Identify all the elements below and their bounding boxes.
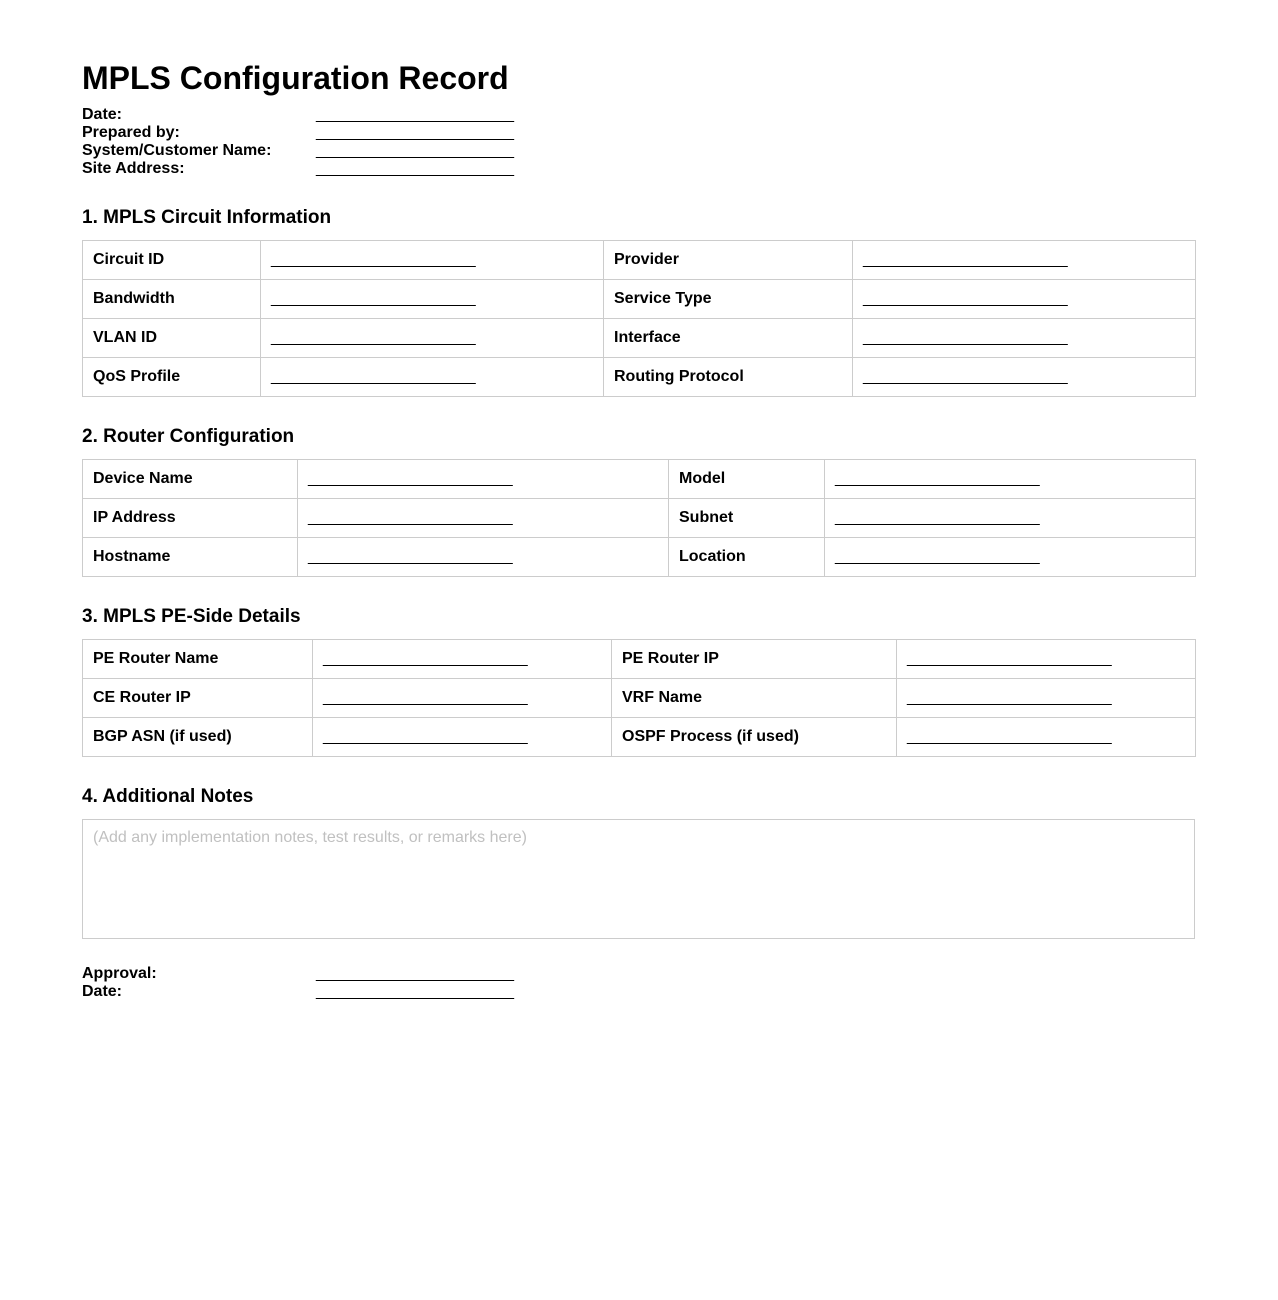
circuit-info-table <box>82 240 1196 397</box>
section-heading-circuit-info: 1. MPLS Circuit Information <box>82 207 332 228</box>
cell-blank[interactable]: _______________________ <box>825 499 1196 538</box>
cell-label: Service Type <box>604 280 853 319</box>
cell-blank[interactable]: _______________________ <box>825 460 1196 499</box>
table-row <box>83 499 1196 538</box>
section-heading-additional-notes: 4. Additional Notes <box>82 786 254 807</box>
table-row <box>83 280 1196 319</box>
cell-blank[interactable]: _______________________ <box>261 319 604 358</box>
cell-label: Provider <box>604 241 853 280</box>
field-label: Prepared by: <box>82 124 180 141</box>
cell-label: Location <box>669 538 825 577</box>
router-config-table <box>82 459 1196 577</box>
cell-blank[interactable]: _______________________ <box>298 538 669 577</box>
table-row <box>83 718 1196 757</box>
cell-blank[interactable]: _______________________ <box>313 718 612 757</box>
cell-blank[interactable]: _______________________ <box>897 640 1196 679</box>
cell-blank[interactable]: _______________________ <box>298 499 669 538</box>
cell-label: IP Address <box>83 499 298 538</box>
cell-label: QoS Profile <box>83 358 261 397</box>
cell-label: Hostname <box>83 538 298 577</box>
table-row <box>83 538 1196 577</box>
cell-label: PE Router Name <box>83 640 313 679</box>
section-heading-pe-side-details: 3. MPLS PE-Side Details <box>82 606 301 627</box>
cell-blank[interactable]: _______________________ <box>853 241 1196 280</box>
table-row <box>83 241 1196 280</box>
cell-blank[interactable]: _______________________ <box>825 538 1196 577</box>
cell-label: Circuit ID <box>83 241 261 280</box>
cell-label: Routing Protocol <box>604 358 853 397</box>
cell-blank[interactable]: _______________________ <box>298 460 669 499</box>
footer-fields <box>82 965 1195 1001</box>
field-prepared-by <box>82 124 1195 142</box>
table-row <box>83 358 1196 397</box>
cell-label: VLAN ID <box>83 319 261 358</box>
pe-side-details-table <box>82 639 1196 757</box>
table-row <box>83 319 1196 358</box>
approval-date-blank[interactable]: _______________________ <box>316 983 514 1000</box>
cell-blank[interactable]: _______________________ <box>313 640 612 679</box>
page-title: MPLS Configuration Record <box>82 60 509 96</box>
cell-blank[interactable]: _______________________ <box>897 718 1196 757</box>
cell-blank[interactable]: _______________________ <box>853 280 1196 319</box>
cell-label: Device Name <box>83 460 298 499</box>
field-label: Date: <box>82 983 123 1000</box>
cell-label: VRF Name <box>612 679 897 718</box>
field-site-address <box>82 160 1195 178</box>
cell-blank[interactable]: _______________________ <box>313 679 612 718</box>
cell-label: Interface <box>604 319 853 358</box>
cell-blank[interactable]: _______________________ <box>897 679 1196 718</box>
notes-box[interactable]: (Add any implementation notes, test results, or remarks here) <box>82 819 1195 939</box>
field-approval-date <box>82 983 1195 1001</box>
cell-blank[interactable]: _______________________ <box>261 280 604 319</box>
table-row <box>83 679 1196 718</box>
site-address-blank[interactable]: _______________________ <box>316 160 514 177</box>
document-page <box>82 58 1195 1001</box>
table-row <box>83 640 1196 679</box>
prepared-by-blank[interactable]: _______________________ <box>316 124 514 141</box>
system-customer-name-blank[interactable]: _______________________ <box>316 142 514 159</box>
field-date <box>82 106 1195 124</box>
cell-label: BGP ASN (if used) <box>83 718 313 757</box>
cell-label: Model <box>669 460 825 499</box>
section-heading-router-config: 2. Router Configuration <box>82 426 295 447</box>
table-row <box>83 460 1196 499</box>
field-system-customer-name <box>82 142 1195 160</box>
header-fields <box>82 106 1195 178</box>
cell-label: Bandwidth <box>83 280 261 319</box>
cell-blank[interactable]: _______________________ <box>261 241 604 280</box>
field-label: Date: <box>82 106 123 123</box>
cell-blank[interactable]: _______________________ <box>261 358 604 397</box>
field-label: System/Customer Name: <box>82 142 272 159</box>
cell-label: Subnet <box>669 499 825 538</box>
field-label: Approval: <box>82 965 157 982</box>
cell-blank[interactable]: _______________________ <box>853 319 1196 358</box>
field-label: Site Address: <box>82 160 185 177</box>
cell-blank[interactable]: _______________________ <box>853 358 1196 397</box>
cell-label: PE Router IP <box>612 640 897 679</box>
cell-label: OSPF Process (if used) <box>612 718 897 757</box>
field-approval <box>82 965 1195 983</box>
cell-label: CE Router IP <box>83 679 313 718</box>
date-blank[interactable]: _______________________ <box>316 106 514 123</box>
approval-blank[interactable]: _______________________ <box>316 965 514 982</box>
